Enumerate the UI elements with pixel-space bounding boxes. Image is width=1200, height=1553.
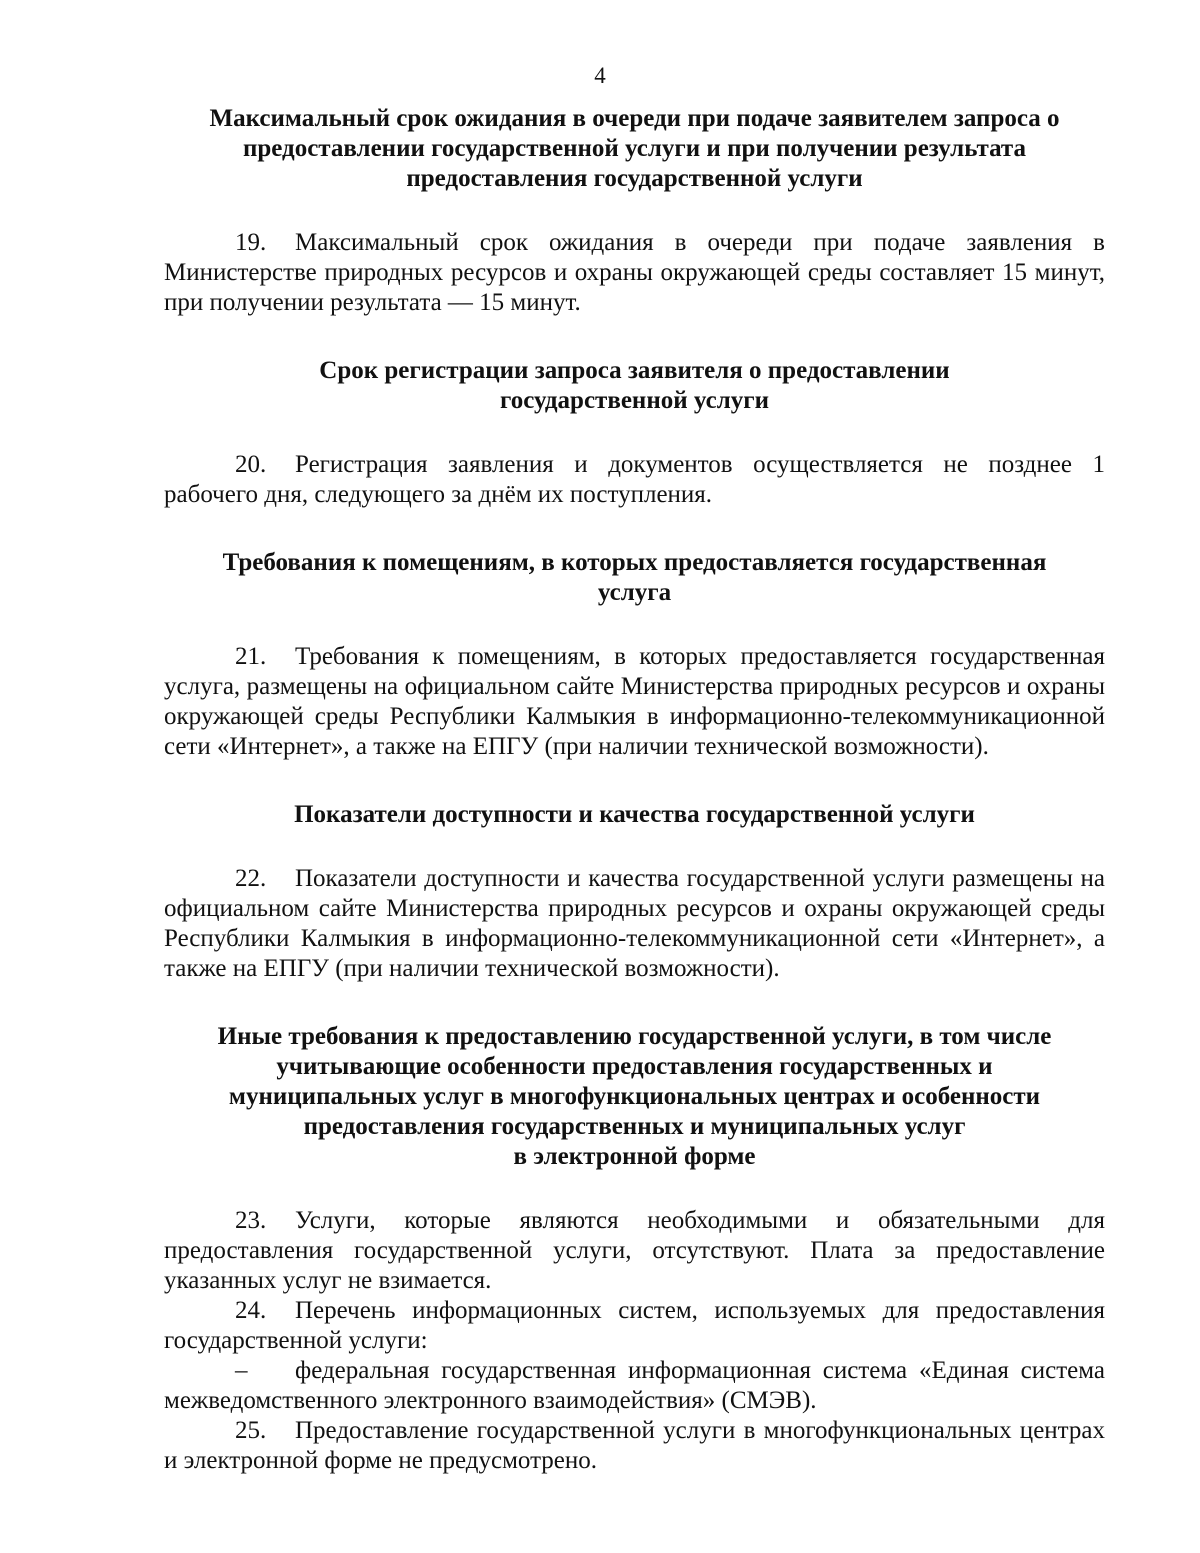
paragraph-22 — [164, 864, 1105, 984]
paragraph-number: 21. — [235, 643, 267, 670]
heading-line: в электронной форме — [513, 1143, 756, 1170]
document-body — [164, 100, 1105, 1476]
paragraph-text: Требования к помещениям, в которых предоставляется государственная услуга, размещены на официальном сайте Министерства природных ресурсов и охраны окружающей среды Республики Калмыкия в информационно-телекоммуникационной сети «Интернет», а также на ЕПГУ (при наличии технической возможности). — [164, 643, 1105, 760]
paragraph-text: Максимальный срок ожидания в очереди при подаче заявления в Министерстве природных ресурсов и охраны окружающей среды составляет 15 минут, при получении результата — 15 минут. — [164, 229, 1105, 316]
paragraph-24 — [164, 1296, 1105, 1356]
heading-line: государственной услуги — [499, 387, 770, 414]
paragraph-number: 23. — [235, 1207, 267, 1234]
paragraph-25 — [164, 1416, 1105, 1476]
list-item-smev — [164, 1356, 1105, 1416]
heading-line: Максимальный срок ожидания в очереди при подаче заявителем запроса о — [209, 105, 1060, 132]
section-max-wait — [164, 104, 1105, 318]
paragraph-20 — [164, 450, 1105, 510]
paragraph-23 — [164, 1206, 1105, 1296]
heading-line: учитывающие особенности предоставления государственных и — [276, 1053, 993, 1080]
heading-line: Требования к помещениям, в которых предоставляется государственная — [222, 549, 1047, 576]
heading-line: предоставлении государственной услуги и при получении результата — [242, 135, 1027, 162]
paragraph-text: Услуги, которые являются необходимыми и обязательными для предоставления государственной услуги, отсутствуют. Плата за предоставление указанных услуг не взимается. — [164, 1207, 1105, 1294]
paragraph-text: Перечень информационных систем, используемых для предоставления государственной услуги: — [164, 1297, 1105, 1354]
section-other-requirements — [164, 1022, 1105, 1476]
paragraph-number: 24. — [235, 1297, 267, 1324]
heading-line: муниципальных услуг в многофункциональных центрах и особенности — [228, 1083, 1041, 1110]
paragraph-number: 20. — [235, 451, 267, 478]
heading-line: Срок регистрации запроса заявителя о предоставлении — [319, 357, 950, 384]
section-heading — [164, 548, 1105, 608]
paragraph-21 — [164, 642, 1105, 762]
heading-line: услуга — [597, 579, 672, 606]
section-quality-indicators — [164, 800, 1105, 984]
page-number: 4 — [594, 63, 606, 88]
heading-line: Показатели доступности и качества государственной услуги — [294, 801, 975, 828]
section-heading — [164, 104, 1105, 194]
paragraph-19 — [164, 228, 1105, 318]
paragraph-number: 22. — [235, 865, 267, 892]
list-dash: – — [235, 1357, 248, 1384]
list-item-text: федеральная государственная информационная система «Единая система межведомственного электронного взаимодействия» (СМЭВ). — [164, 1357, 1105, 1414]
paragraph-text: Регистрация заявления и документов осуществляется не позднее 1 рабочего дня, следующего за днём их поступления. — [164, 451, 1105, 508]
section-heading — [164, 1022, 1105, 1172]
section-registration-term — [164, 356, 1105, 510]
section-heading — [164, 356, 1105, 416]
heading-line: предоставления государственной услуги — [406, 165, 863, 192]
section-heading — [164, 800, 1105, 830]
paragraph-number: 25. — [235, 1417, 267, 1444]
section-premises-requirements — [164, 548, 1105, 762]
heading-line: Иные требования к предоставлению государственной услуги, в том числе — [217, 1023, 1052, 1050]
paragraph-number: 19. — [235, 229, 267, 256]
paragraph-text: Предоставление государственной услуги в многофункциональных центрах и электронной форме не предусмотрено. — [164, 1417, 1105, 1474]
heading-line: предоставления государственных и муниципальных услуг — [303, 1113, 966, 1140]
paragraph-text: Показатели доступности и качества государственной услуги размещены на официальном сайте Министерства природных ресурсов и охраны окружающей среды Республики Калмыкия в информационно-телекоммуникационной сети «Интернет», а также на ЕПГУ (при наличии технической возможности). — [164, 865, 1105, 982]
